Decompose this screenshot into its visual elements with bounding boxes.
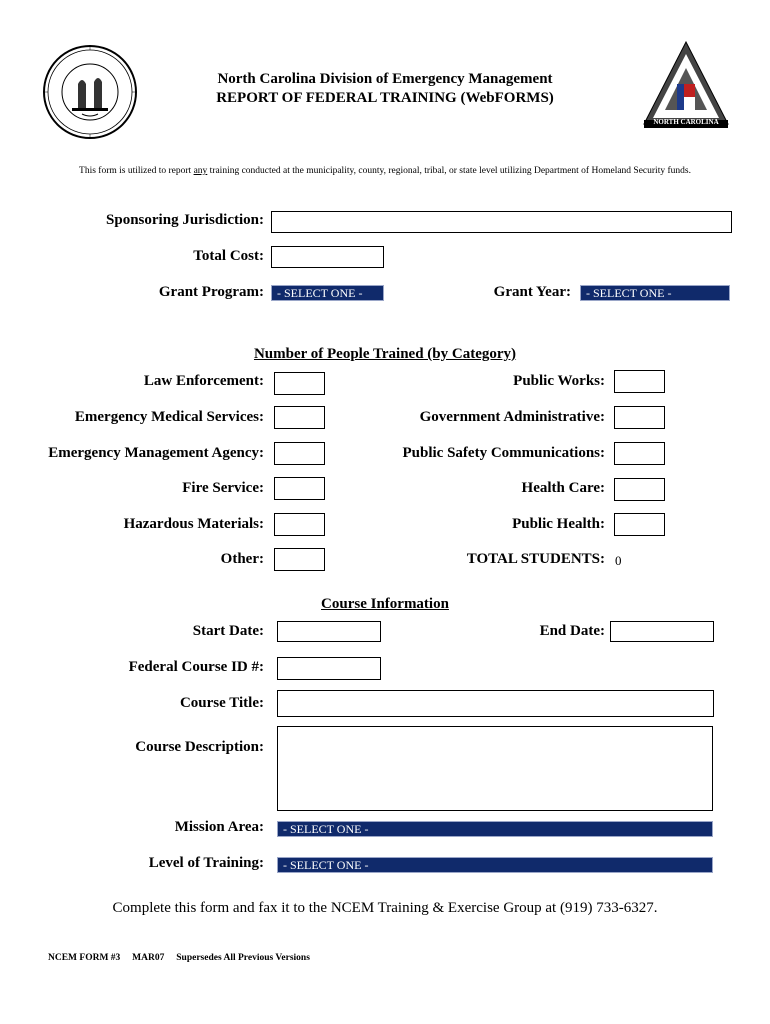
total-students-label: TOTAL STUDENTS:	[466, 551, 605, 567]
public-safety-communications-label: Public Safety Communications:	[402, 445, 605, 461]
government-administrative-label: Government Administrative:	[419, 409, 605, 425]
sponsoring-jurisdiction-field[interactable]	[271, 211, 732, 233]
mission-area-select[interactable]: - SELECT ONE -	[277, 821, 713, 837]
fax-instruction: Complete this form and fax it to the NCEM Training & Exercise Group at (919) 733-6327.	[112, 900, 658, 916]
grant-year-label: Grant Year:	[493, 284, 571, 300]
course-title-field[interactable]	[277, 690, 714, 717]
fire-service-field[interactable]	[274, 477, 325, 500]
federal-course-id-field[interactable]	[277, 657, 381, 680]
course-information-heading: Course Information	[321, 596, 449, 612]
grant-program-label: Grant Program:	[158, 284, 264, 300]
health-care-field[interactable]	[614, 478, 665, 501]
end-date-field[interactable]	[610, 621, 714, 642]
public-safety-communications-field[interactable]	[614, 442, 665, 465]
form-identifier	[48, 953, 310, 963]
hazardous-materials-label: Hazardous Materials:	[123, 516, 264, 532]
law-enforcement-label: Law Enforcement:	[143, 373, 264, 389]
health-care-label: Health Care:	[521, 480, 605, 496]
course-description-field[interactable]	[277, 726, 713, 811]
emergency-medical-services-label: Emergency Medical Services:	[74, 409, 264, 425]
form-number: NCEM FORM #3	[48, 953, 121, 963]
course-title-label: Course Title:	[179, 695, 264, 711]
total-cost-label: Total Cost:	[193, 248, 264, 264]
intro-text	[20, 166, 750, 176]
emergency-management-agency-label: Emergency Management Agency:	[48, 445, 264, 461]
start-date-field[interactable]	[277, 621, 381, 642]
grant-program-select[interactable]: - SELECT ONE -	[271, 285, 384, 301]
end-date-label: End Date:	[539, 623, 605, 639]
hazardous-materials-field[interactable]	[274, 513, 325, 536]
government-administrative-field[interactable]	[614, 406, 665, 429]
start-date-label: Start Date:	[192, 623, 264, 639]
people-trained-heading: Number of People Trained (by Category)	[253, 346, 517, 362]
state-seal-logo	[42, 44, 138, 140]
public-works-field[interactable]	[614, 370, 665, 393]
other-label: Other:	[220, 551, 264, 567]
level-of-training-label: Level of Training:	[148, 855, 264, 871]
level-of-training-select[interactable]: - SELECT ONE -	[277, 857, 713, 873]
fire-service-label: Fire Service:	[182, 480, 264, 496]
public-health-field[interactable]	[614, 513, 665, 536]
logo-caption: NORTH CAROLINA	[653, 118, 719, 126]
emergency-medical-services-field[interactable]	[274, 406, 325, 429]
law-enforcement-field[interactable]	[274, 372, 325, 395]
public-works-label: Public Works:	[513, 373, 605, 389]
federal-course-id-label: Federal Course ID #:	[128, 659, 264, 675]
intro-after: training conducted at the municipality, county, regional, tribal, or state level utilizing Department of Homeland Security funds.	[207, 166, 691, 176]
form-revision: MAR07	[132, 953, 165, 963]
sponsoring-jurisdiction-label: Sponsoring Jurisdiction:	[106, 212, 264, 228]
intro-emphasis: any	[193, 166, 208, 176]
mission-area-label: Mission Area:	[174, 819, 264, 835]
intro-before: This form is utilized to report	[79, 166, 194, 176]
total-cost-field[interactable]	[271, 246, 384, 268]
org-title: North Carolina Division of Emergency Management	[217, 71, 553, 87]
course-description-label: Course Description:	[135, 739, 264, 755]
public-health-label: Public Health:	[512, 516, 605, 532]
form-title: REPORT OF FEDERAL TRAINING (WebFORMS)	[216, 90, 554, 106]
other-field[interactable]	[274, 548, 325, 571]
form-supersedes-note: Supersedes All Previous Versions	[176, 953, 310, 963]
crime-control-public-safety-logo	[641, 38, 731, 128]
grant-year-select[interactable]: - SELECT ONE -	[580, 285, 730, 301]
emergency-management-agency-field[interactable]	[274, 442, 325, 465]
total-students-value: 0	[615, 553, 622, 568]
